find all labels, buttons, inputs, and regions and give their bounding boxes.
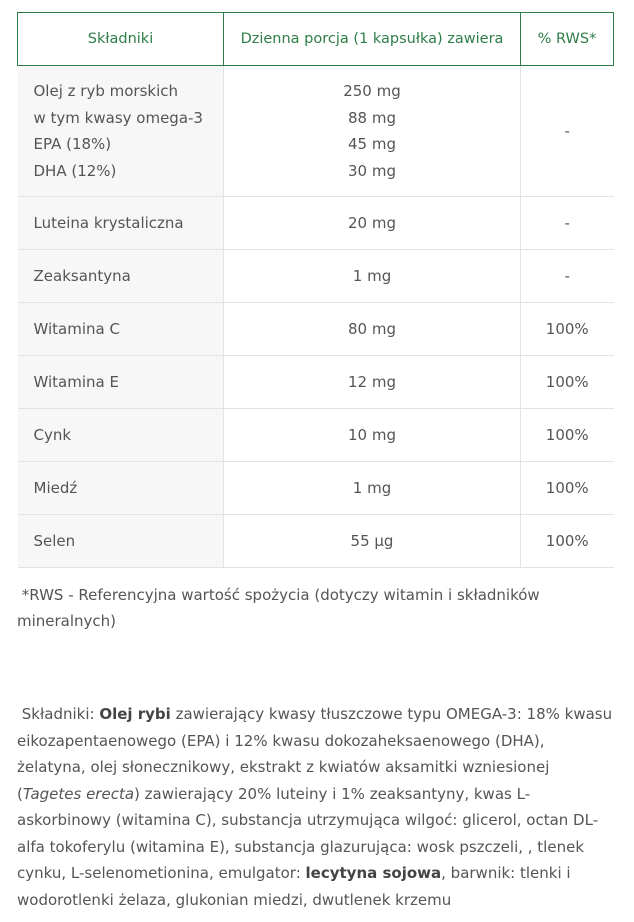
ingredient-name: w tym kwasy omega-3 <box>33 108 203 127</box>
amount-value: 80 mg <box>224 303 521 356</box>
fish-oil-highlight: Olej rybi <box>99 705 171 723</box>
amount-value: 20 mg <box>224 197 521 250</box>
ingredient-name: Cynk <box>18 409 224 462</box>
amount-value: 55 µg <box>224 515 521 568</box>
table-row <box>18 515 614 568</box>
ingredient-name: Miedź <box>18 462 224 515</box>
rws-value: - <box>521 66 614 197</box>
nutrition-table <box>17 12 614 568</box>
ingredients-text-3: , barwnik: tlenki i wodorotlenki żelaza, glukonian miedzi, dwutlenek krzemu <box>17 864 571 909</box>
table-row <box>18 250 614 303</box>
rws-value: 100% <box>521 303 614 356</box>
rws-value: 100% <box>521 515 614 568</box>
ingredients-text-1: zawierający kwasy tłuszczowe typu OMEGA-3: 18% kwasu eikozapentaenowego (EPA) i 12% kwasu dokozaheksaenowego (DHA), żelatyna, olej słonecznikowy, ekstrakt z kwiatów aksamitki wzniesionej ( <box>17 705 613 803</box>
footnote-text: *RWS - Referencyjna wartość spożycia (dotyczy witamin i składników mineralnych) <box>17 586 540 630</box>
header-daily-portion: Dzienna porcja (1 kapsułka) zawiera <box>224 13 521 66</box>
ingredient-name: Witamina C <box>18 303 224 356</box>
rws-value: 100% <box>521 462 614 515</box>
ingredient-name: Zeaksantyna <box>18 250 224 303</box>
table-header-row <box>18 13 614 66</box>
ingredient-name: EPA (18%) <box>33 135 112 153</box>
amount-value: 1 mg <box>224 250 521 303</box>
amount-value: 10 mg <box>224 409 521 462</box>
ingredients-label: Składniki: <box>21 705 100 723</box>
amount-cell <box>224 66 521 197</box>
table-row <box>18 356 614 409</box>
ingredient-name-cell <box>18 66 224 197</box>
ingredient-name: Selen <box>18 515 224 568</box>
table-row <box>18 409 614 462</box>
lecithin-highlight: lecytyna sojowa <box>305 864 442 882</box>
rws-value: 100% <box>521 409 614 462</box>
ingredients-text-2: ) zawierający 20% luteiny i 1% zeaksantyny, kwas L-askorbinowy (witamina C), substancja utrzymująca wilgoć: glicerol, octan DL-alfa tokoferylu (witamina E), substancja glazurująca: wosk pszczeli, , tlenek cynku, L-selenometionina, emulgator: <box>17 784 599 882</box>
rws-value: 100% <box>521 356 614 409</box>
header-ingredients: Składniki <box>18 13 224 66</box>
ingredient-name: Luteina krystaliczna <box>18 197 224 250</box>
amount-value: 250 mg <box>343 82 401 100</box>
amount-value: 30 mg <box>348 161 396 180</box>
table-row <box>18 462 614 515</box>
header-rws: % RWS* <box>521 13 614 66</box>
ingredients-paragraph <box>17 701 617 913</box>
amount-value: 12 mg <box>224 356 521 409</box>
ingredient-name: DHA (12%) <box>33 161 117 180</box>
amount-value: 1 mg <box>224 462 521 515</box>
amount-value: 45 mg <box>348 135 396 153</box>
rws-value: - <box>521 197 614 250</box>
table-row <box>18 303 614 356</box>
ingredient-name: Witamina E <box>18 356 224 409</box>
table-row <box>18 66 614 197</box>
latin-name: Tagetes erecta <box>22 784 135 803</box>
rws-footnote <box>17 582 617 634</box>
table-row <box>18 197 614 250</box>
rws-value: - <box>521 250 614 303</box>
amount-value: 88 mg <box>348 108 396 127</box>
ingredient-name: Olej z ryb morskich <box>33 82 178 100</box>
